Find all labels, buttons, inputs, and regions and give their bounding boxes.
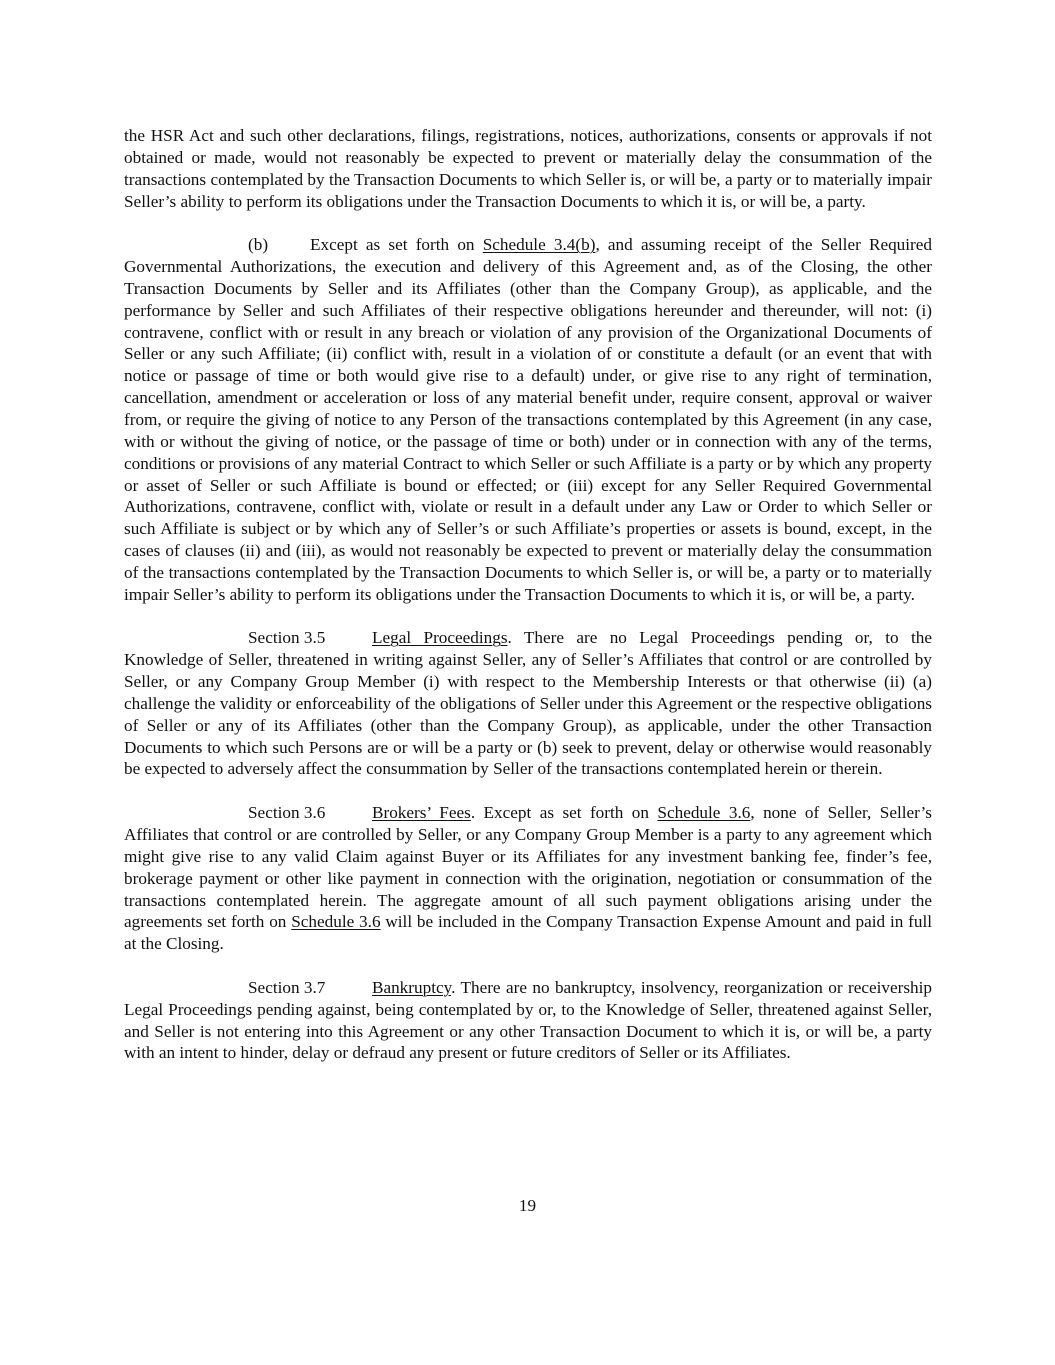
document-page [124,125,932,1086]
continuation-paragraph [124,125,932,212]
section-3-7-paragraph [124,977,932,1064]
section-3-6-text-part-3: will be included in the Company Transaction Expense Amount and paid in full at the Closing. [124,912,932,954]
section-3-5-paragraph [124,627,932,780]
clause-b-lead-text: Except as set forth on [310,235,483,255]
continuation-text: the HSR Act and such other declarations, filings, registrations, notices, authorizations, consents or approvals if not obtained or made, would not reasonably be expected to prevent or materially delay the consummation of the transactions contemplated by the Transaction Documents to which Seller is, or will be, a party or to materially impair Seller’s ability to perform its obligations under the Transaction Documents to which it is, or will be, a party. [124,126,932,211]
section-3-7-label: Section 3.7 [248,977,326,997]
section-3-6-label: Section 3.6 [248,803,326,823]
clause-b-body-text: , and assuming receipt of the Seller Required Governmental Authorizations, the execution and delivery of this Agreement and, as of the Closing, the other Transaction Documents by Seller and its Affiliates (other than the Company Group), as applicable, and the performance by Seller and such Affiliates of their respective obligations hereunder and thereunder, will not: (i) contravene, conflict with or result in any breach or violation of any provision of the Organizational Documents of Seller or any such Affiliate; (ii) conflict with, result in a violation of or constitute a default (or an event that with notice or passage of time or both would give rise to a default) under, or give rise to any right of termination, cancellation, amendment or acceleration or loss of any material benefit under, require consent, approval or waiver from, or require the giving of notice to any Person of the transactions contemplated by this Agreement (in any case, with or without the giving of notice, or the passage of time or both) under or in connection with any of the terms, conditions or provisions of any material Contract to which Seller or such Affiliate is a party or by which any property or asset of Seller or such Affiliate is bound or effected; or (iii) except for any Seller Required Governmental Authorizations, contravene, conflict with, violate or result in a default under any Law or Order to which Seller or such Affiliate is subject or by which any of Seller’s or such Affiliate’s properties or assets is bound, except, in the cases of clauses (ii) and (iii), as would not reasonably be expected to prevent or materially delay the consummation of the transactions contemplated by the Transaction Documents to which Seller is, or will be, a party or to materially impair Seller’s ability to perform its obligations under the Transaction Documents to which it is, or will be, a party. [124,235,932,604]
schedule-3-4b-reference: Schedule 3.4(b) [482,235,596,255]
section-3-5-body-text: . There are no Legal Proceedings pending or, to the Knowledge of Seller, threatened in writing against Seller, any of Seller’s Affiliates that control or are controlled by Seller, or any Company Group Member (i) with respect to the Membership Interests or that otherwise (ii) (a) challenge the validity or enforceability of the obligations of Seller under this Agreement or the respective obligations of Seller or any of its Affiliates (other than the Company Group), as applicable, under the other Transaction Documents to which such Persons are or will be a party or (b) seek to prevent, delay or otherwise would reasonably be expected to adversely affect the consummation by Seller of the transactions contemplated herein or therein. [124,628,932,779]
clause-b-label: (b) [248,235,269,255]
section-3-6-paragraph [124,802,932,955]
section-3-6-heading: Brokers’ Fees [372,803,471,823]
clause-b-paragraph [124,234,932,605]
section-3-5-label: Section 3.5 [248,628,326,648]
section-3-7-heading: Bankruptcy [372,977,452,997]
section-3-6-text-part-2: , none of Seller, Seller’s Affiliates that control or are controlled by Seller, or any Company Group Member is a party to any agreement which might give rise to any valid Claim against Buyer or its Affiliates for any investment banking fee, finder’s fee, brokerage payment or other like payment in connection with the origination, negotiation or consummation of the transactions contemplated herein. The aggregate amount of all such payment obligations arising under the agreements set forth on [124,803,932,932]
page-number: 19 [518,1196,537,1215]
section-3-7-body-text: . There are no bankruptcy, insolvency, reorganization or receivership Legal Proceedings pending against, being contemplated by or, to the Knowledge of Seller, threatened against Seller, and Seller is not entering into this Agreement or any other Transaction Document to which it is, or will be, a party with an intent to hinder, delay or defraud any present or future creditors of Seller or its Affiliates. [124,977,932,1063]
section-3-6-text-part-1: . Except as set forth on [470,803,658,823]
section-3-5-heading: Legal Proceedings [372,628,508,648]
schedule-3-6-reference: Schedule 3.6 [657,803,751,823]
schedule-3-6-reference-second: Schedule 3.6 [291,912,381,932]
